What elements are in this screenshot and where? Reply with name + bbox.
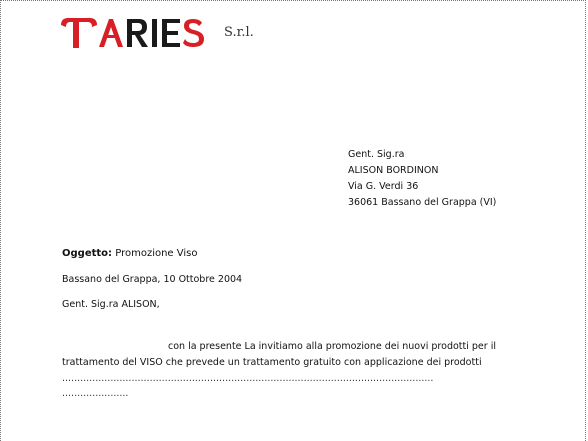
body-line-1: con la presente La invitiamo alla promozione dei nuovi prodotti per il <box>168 341 496 352</box>
logo-suffix: S.r.l. <box>224 25 254 40</box>
fill-dots-2: ...................... <box>62 388 129 399</box>
logo-wordmark <box>97 15 217 51</box>
subject-label: Oggetto: <box>62 248 113 259</box>
recipient-street: Via G. Verdi 36 <box>348 181 419 192</box>
fill-dots-1: ........................................................................................................................... <box>62 373 434 384</box>
body-line-2: trattamento del VISO che prevede un trattamento gratuito con applicazione dei prodotti <box>62 357 482 368</box>
recipient-city: 36061 Bassano del Grappa (VI) <box>348 197 497 208</box>
subject-text: Promozione Viso <box>115 248 198 259</box>
salutation: Gent. Sig.ra ALISON, <box>62 299 160 310</box>
letter-date: Bassano del Grappa, 10 Ottobre 2004 <box>62 274 243 285</box>
subject-line <box>62 247 197 261</box>
recipient-address <box>348 147 496 211</box>
recipient-greeting: Gent. Sig.ra <box>348 149 405 160</box>
recipient-name: ALISON BORDINON <box>348 165 439 176</box>
